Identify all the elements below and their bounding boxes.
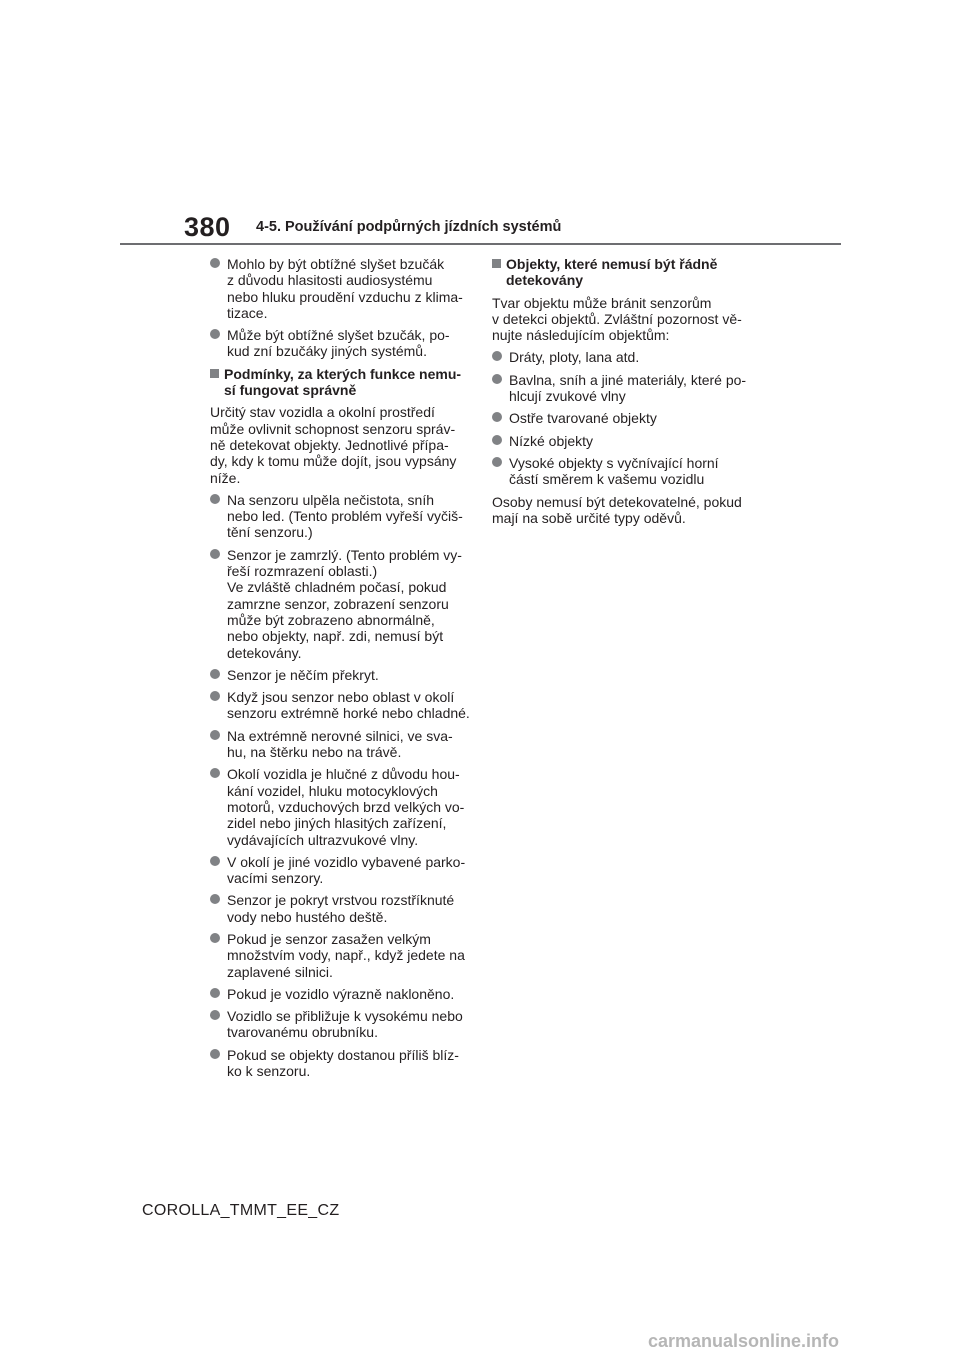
text-line: Senzor je pokryt vrstvou rozstříknuté [227, 892, 455, 909]
text-line: V okolí je jiné vozidlo vybavené parko- [227, 853, 466, 870]
text-line: Tvar objektu může bránit senzorům [492, 294, 712, 311]
text-line: hu, na štěrku nebo na trávě. [227, 744, 402, 761]
text-line: tvarovanému obrubníku. [227, 1024, 378, 1041]
text-line: řeší rozmrazení oblasti.) [227, 563, 378, 580]
text-line: může ovlivnit schopnost senzoru správ- [210, 420, 456, 437]
text-line: Bavlna, sníh a jiné materiály, které po- [509, 371, 747, 388]
text-line: Podmínky, za kterých funkce nemu- [224, 365, 462, 382]
bullet-item [210, 1047, 478, 1080]
bullet-item [210, 986, 478, 1002]
text-line: Senzor je zamrzlý. (Tento problém vy- [227, 546, 462, 563]
text-line: detekovány [506, 272, 584, 289]
header-divider [120, 243, 841, 245]
text-line: Na senzoru ulpěla nečistota, sníh [227, 491, 435, 508]
text-line: ko k senzoru. [227, 1063, 311, 1080]
text-line: může být zobrazeno abnormálně, [227, 611, 435, 628]
bullet-item [210, 327, 478, 360]
bullet-item [492, 455, 762, 488]
text-line: mají na sobě určité typy oděvů. [492, 509, 686, 526]
page-number: 380 [184, 212, 231, 242]
text-line: vydávajících ultrazvukové vlny. [227, 831, 419, 848]
text-line: hlcují zvukové vlny [509, 388, 626, 405]
right-column [492, 256, 762, 532]
text-line: Může být obtížné slyšet bzučák, po- [227, 327, 450, 344]
text-line: sí fungovat správně [224, 382, 357, 399]
text-line: Vozidlo se přibližuje k vysokému nebo [227, 1008, 463, 1025]
section-title: 4-5. Používání podpůrných jízdních systémů [256, 219, 562, 235]
text-line: nebo objekty, např. zdi, nemusí být [227, 628, 444, 645]
paragraph [492, 295, 762, 344]
bullet-item [492, 372, 762, 405]
text-line: Určitý stav vozidla a okolní prostředí [210, 404, 435, 421]
paragraph [210, 404, 478, 485]
text-line: zamrzne senzor, zobrazení senzoru [227, 595, 449, 612]
watermark: carmanualsonline.info [648, 1331, 840, 1351]
bullet-item [210, 1008, 478, 1041]
text-line: v detekci objektů. Zvláštní pozornost vě- [492, 310, 742, 327]
bullet-item [210, 256, 478, 321]
text-line: senzoru extrémně horké nebo chladné. [227, 705, 470, 722]
text-line: Pokud se objekty dostanou příliš blíz- [227, 1046, 459, 1063]
text-line: nujte následujícím objektům: [492, 327, 670, 344]
text-line: z důvodu hlasitosti audiosystému [227, 272, 433, 289]
document-code: COROLLA_TMMT_EE_CZ [142, 1202, 340, 1219]
bullet-item [492, 349, 762, 365]
paragraph [492, 494, 762, 527]
text-line: tění senzoru.) [227, 524, 313, 541]
text-line: Na extrémně nerovné silnici, ve sva- [227, 727, 453, 744]
text-line: motorů, vzduchových brzd velkých vo- [227, 798, 465, 815]
bullet-item [492, 410, 762, 426]
bullet-item [210, 766, 478, 847]
text-line: Okolí vozidla je hlučné z důvodu hou- [227, 766, 460, 783]
bullet-item [492, 433, 762, 449]
bullet-item [210, 492, 478, 541]
section-heading [492, 256, 762, 289]
left-column [210, 256, 478, 1085]
text-line: Ve zvláště chladném počasí, pokud [227, 579, 447, 596]
bullet-item [210, 728, 478, 761]
text-line: zidel nebo jiných hlasitých zařízení, [227, 815, 447, 832]
text-line: Pokud je vozidlo výrazně nakloněno. [227, 985, 455, 1002]
text-line: kud zní bzučáky jiných systémů. [227, 343, 427, 360]
text-line: Pokud je senzor zasažen velkým [227, 930, 431, 947]
bullet-item [210, 667, 478, 683]
text-line: vacími senzory. [227, 870, 324, 887]
text-line: vody nebo hustého deště. [227, 908, 388, 925]
text-line: Dráty, ploty, lana atd. [509, 349, 640, 366]
section-heading [210, 366, 478, 399]
text-line: Nízké objekty [509, 432, 594, 449]
text-line: detekovány. [227, 644, 302, 661]
bullet-item [210, 689, 478, 722]
text-line: Když jsou senzor nebo oblast v okolí [227, 689, 455, 706]
bullet-item [210, 931, 478, 980]
text-line: množstvím vody, např., když jedete na [227, 947, 465, 964]
bullet-item [210, 547, 478, 661]
text-line: Mohlo by být obtížné slyšet bzučák [227, 256, 445, 272]
text-line: Vysoké objekty s vyčnívající horní [509, 454, 719, 471]
text-line: částí směrem k vašemu vozidlu [509, 471, 705, 488]
text-line: nebo led. (Tento problém vyřeší vyčiš- [227, 508, 463, 525]
text-line: Ostře tvarované objekty [509, 410, 657, 427]
text-line: Senzor je něčím překryt. [227, 666, 379, 683]
text-line: ně detekovat objekty. Jednotlivé přípa- [210, 436, 449, 453]
text-line: Osoby nemusí být detekovatelné, pokud [492, 493, 742, 510]
text-line: tizace. [227, 304, 268, 321]
text-line: zaplavené silnici. [227, 963, 333, 980]
text-line: Objekty, které nemusí být řádně [506, 256, 718, 272]
text-line: nebo hluku proudění vzduchu z klima- [227, 288, 463, 305]
bullet-item [210, 892, 478, 925]
text-line: dy, kdy k tomu může dojít, jsou vypsány [210, 453, 457, 470]
text-line: kání vozidel, hluku motocyklových [227, 782, 438, 799]
bullet-item [210, 854, 478, 887]
text-line: níže. [210, 469, 241, 486]
